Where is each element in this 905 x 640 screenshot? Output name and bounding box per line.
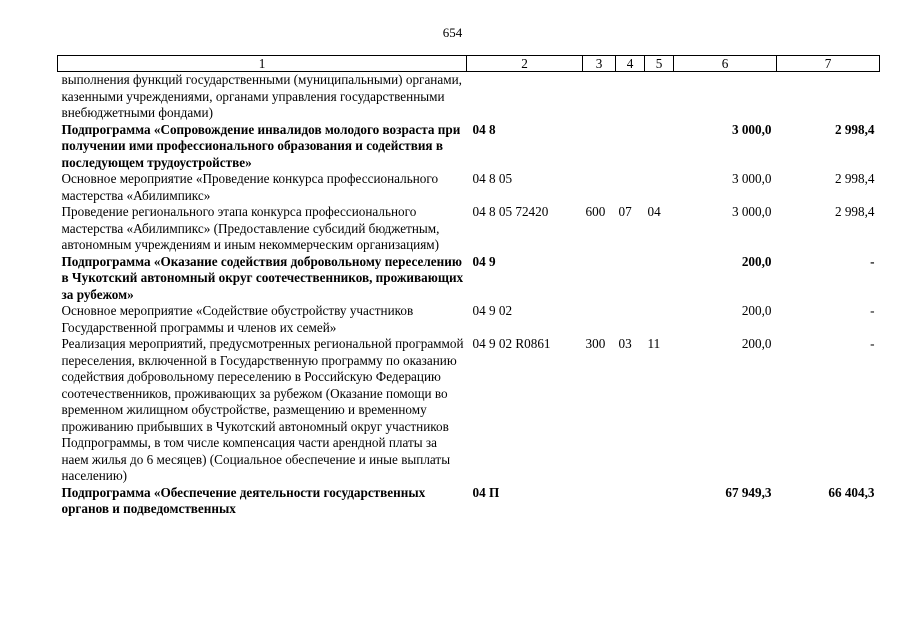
section-cell [616,485,645,518]
expense-type-cell [583,72,616,122]
executed-amount-cell: 2 998,4 [834,171,875,186]
column-header: 7 [777,56,880,72]
planned-amount-cell [674,72,777,122]
planned-amount-cell: 3 000,0 [731,204,772,219]
subsection-cell [645,485,674,518]
table-row [58,254,880,304]
column-header: 4 [616,56,645,72]
row-name-cell: Основное мероприятие «Содействие обустройству участников Государственной программы и членов их семей» [61,303,414,335]
executed-amount-cell: 2 998,4 [834,121,875,137]
executed-amount-cell: 2 998,4 [834,204,875,219]
column-header: 5 [645,56,674,72]
target-article-code-cell: 04 8 05 [472,171,513,186]
target-article-code-cell: 04 9 02 [472,303,513,318]
table-row [58,204,880,254]
target-article-code-cell: 04 8 [472,121,496,137]
table-row [58,122,880,172]
target-article-code-cell: 04 П [472,484,500,500]
row-name-cell: Подпрограмма «Обеспечение деятельности государственных органов и подведомственных [61,484,426,516]
row-name-cell: Проведение регионального этапа конкурса профессионального мастерства «Абилимпикс» (Предоставление субсидий бюджетным, автономным учреждениям и иным некоммерческим организациям) [61,204,440,252]
column-header: 1 [58,56,467,72]
section-cell [616,303,645,336]
budget-table [57,55,880,518]
expense-type-cell [583,254,616,304]
executed-amount-cell: - [870,303,875,318]
expense-type-cell [583,171,616,204]
table-row [58,171,880,204]
subsection-cell [645,171,674,204]
column-header: 3 [583,56,616,72]
executed-amount-cell: - [870,253,875,269]
target-article-code-cell: 04 9 02 R0861 [472,336,551,351]
section-cell: 03 [618,336,632,351]
target-article-code-cell: 04 8 05 72420 [472,204,549,219]
planned-amount-cell: 67 949,3 [725,484,772,500]
expense-type-cell [583,485,616,518]
table-body [58,72,880,518]
executed-amount-cell [777,72,880,122]
planned-amount-cell: 3 000,0 [731,121,772,137]
column-header: 6 [674,56,777,72]
target-article-code-cell [467,72,583,122]
expense-type-cell [583,303,616,336]
expense-type-cell: 600 [585,204,606,219]
table-row [58,336,880,485]
planned-amount-cell: 200,0 [741,303,772,318]
planned-amount-cell: 200,0 [741,336,772,351]
table-row [58,485,880,518]
table-row [58,303,880,336]
section-cell [616,122,645,172]
section-cell: 07 [618,204,632,219]
row-name-cell: Подпрограмма «Оказание содействия добровольному переселению в Чукотский автономный округ соотечественников, проживающих за рубежом» [61,253,464,302]
planned-amount-cell: 200,0 [741,253,772,269]
column-number-header-row [58,56,880,72]
subsection-cell: 11 [647,336,661,351]
section-cell [616,254,645,304]
target-article-code-cell: 04 9 [472,253,496,269]
expense-type-cell: 300 [585,336,606,351]
section-cell [616,171,645,204]
page-number: 654 [442,25,463,40]
planned-amount-cell: 3 000,0 [731,171,772,186]
row-name-cell: Реализация мероприятий, предусмотренных региональной программой переселения, включенной в Государственную программу по оказанию содействия добровольному переселению в Российскую Федерацию соотечественников, проживающих за рубежом (Оказание помощи во временном жилищном обустройстве, размещению и временному проживанию прибывших в Чукотский автономный округ участников Подпрограммы, в том числе компенсация части арендной платы за наем жилья до 6 месяцев) (Социальное обеспечение и иные выплаты населению) [61,336,464,483]
executed-amount-cell: 66 404,3 [828,484,875,500]
subsection-cell [645,254,674,304]
row-name-cell: выполнения функций государственными (муниципальными) органами, казенными учреждениями, органами управления государственными внебюджетными фондами) [61,72,462,120]
section-cell [616,72,645,122]
table-row [58,72,880,122]
expense-type-cell [583,122,616,172]
subsection-cell: 04 [647,204,661,219]
row-name-cell: Подпрограмма «Сопровождение инвалидов молодого возраста при получении ими профессионального образования и содействия в последующем трудоустройстве» [61,121,461,170]
subsection-cell [645,72,674,122]
executed-amount-cell: - [870,336,875,351]
column-header: 2 [467,56,583,72]
subsection-cell [645,122,674,172]
row-name-cell: Основное мероприятие «Проведение конкурса профессионального мастерства «Абилимпикс» [61,171,439,203]
subsection-cell [645,303,674,336]
